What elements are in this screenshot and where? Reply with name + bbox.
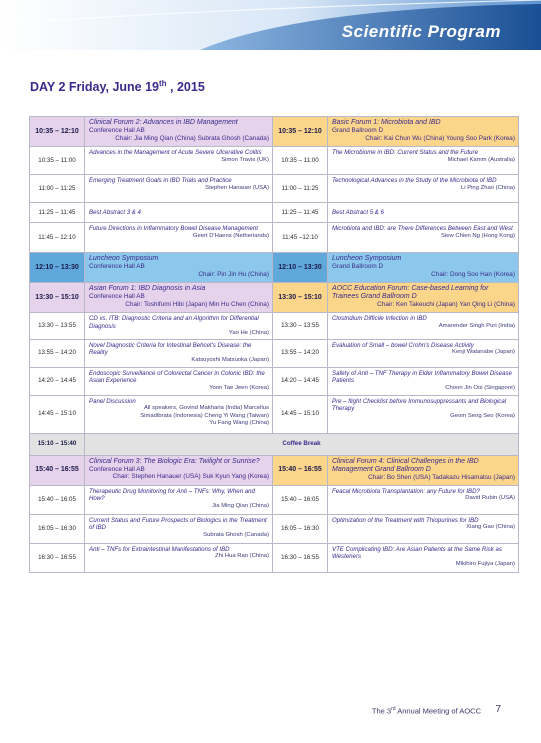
page-number: 7 (495, 704, 501, 715)
session-time: 10:35 – 12:10 (30, 117, 85, 147)
talk-title: Novel Diagnostic Criteria for Intestinal Behcet's Disease: the Reality (89, 341, 252, 356)
talk-row (30, 367, 519, 395)
talk-row (30, 175, 519, 203)
session-chair: Chair: Kai Chun Wu (China) Young Soo Park (Korea) (365, 134, 515, 142)
talk-cell (328, 367, 519, 395)
session-venue: Conference Hall AB (89, 465, 145, 473)
session-right-header (328, 283, 519, 313)
session-title: AOCC Education Forum: Case-based Learning for Trainees Grand Ballroom D (332, 285, 489, 300)
session-title: Clinical Forum 4: Clinical Challenges in the IBD Management Grand Ballroom D (332, 457, 479, 473)
talk-row (30, 339, 519, 367)
talk-cell (85, 313, 273, 340)
talk-cell (328, 514, 519, 543)
talk-speaker: Simon Travis (UK) (221, 156, 269, 163)
talk-cell (328, 339, 519, 367)
session-title: Asian Forum 1: IBD Diagnosis in Asia (89, 285, 206, 292)
session-chair: Chair: Jia Ming Qian (China) Subrata Ghosh (Canada) (115, 134, 269, 142)
talk-speaker: Zhi Hua Ran (China) (214, 553, 269, 559)
talk-cell (85, 223, 273, 253)
luncheon-row (30, 253, 519, 283)
talk-title: Advances in the Management of Acute Severe Ulcerative Colitis (89, 149, 262, 156)
session-time: 10:35 – 12:10 (273, 117, 328, 147)
talk-title: Therapeutic Drug Monitoring for Anti – TNFs: Why, When and How? (89, 487, 255, 502)
talk-cell (85, 543, 273, 572)
session-venue: Conference Hall AB (89, 127, 145, 134)
talk-cell (85, 367, 273, 395)
talk-title: Evaluation of Small – bowel Crohn's Disease Activity (332, 341, 474, 349)
footer-meeting (372, 706, 481, 716)
talk-time: 14:20 – 14:45 (273, 367, 328, 395)
talk-cell (85, 147, 273, 175)
talk-speaker: David Rubin (USA) (465, 495, 515, 501)
talk-cell (328, 485, 519, 514)
day-suffix: th (159, 79, 167, 88)
talk-title: Safety of Anti – TNF Therapy in Elder Inflammatory Bowel Disease Patients (332, 369, 512, 384)
schedule-table (29, 116, 519, 573)
talk-cell (85, 485, 273, 514)
talk-speaker: Subrata Ghosh (Canada) (203, 531, 269, 538)
session-header-row (30, 283, 519, 313)
talk-time: 10:35 – 11:00 (30, 147, 85, 175)
talk-row (30, 223, 519, 253)
talk-title: Feacal Microbiota Transplantation: any Future for IBD? (332, 487, 480, 495)
session-right-header (328, 117, 519, 147)
talk-speaker: Yoon Tae Jeen (Korea) (209, 384, 269, 391)
talk-speaker: Choon Jin Ooi (Singapore) (445, 384, 515, 391)
coffee-time: 15:10 – 15:40 (30, 433, 85, 455)
talk-title: Best Abstract 3 & 4 (89, 209, 141, 217)
talk-cell (328, 203, 519, 223)
talk-title: Best Abstract 5 & 6 (332, 209, 384, 217)
talk-title: Future Directions in Inflammatory Bowel Disease Management (89, 225, 259, 232)
talk-time: 11:00 – 11:25 (30, 175, 85, 203)
talk-cell (328, 395, 519, 433)
session-time: 13:30 – 15:10 (30, 283, 85, 313)
talk-title: Technological Advances in the Study of the Microbiota of IBD (332, 177, 497, 184)
program-title: Scientific Program (341, 22, 501, 41)
talk-speaker: Li Ping Zhao (China) (460, 184, 515, 191)
talk-cell (328, 175, 519, 203)
talk-cell (85, 175, 273, 203)
talk-time: 11:25 – 11:45 (273, 203, 328, 223)
session-time: 13:30 – 15:10 (273, 283, 328, 313)
talk-time: 13:55 – 14:20 (30, 339, 85, 367)
session-venue: Grand Ballroom D (332, 263, 384, 270)
talk-row (30, 395, 519, 433)
talk-time: 11:00 – 11:25 (273, 175, 328, 203)
session-chair: Chair: Ken Takeuchi (Japan) Yan Qing Li (China) (377, 301, 515, 308)
talk-time: 14:45 – 15:10 (273, 395, 328, 433)
talk-time: 11:25 – 11:45 (30, 203, 85, 223)
talk-time: 16:30 – 16:55 (273, 543, 328, 572)
talk-time: 14:45 – 15:10 (30, 395, 85, 433)
session-title: Clinical Forum 2: Advances in IBD Management (89, 119, 238, 126)
day-title (30, 79, 205, 94)
footer-post: Annual Meeting of AOCC (395, 706, 481, 716)
talk-time: 16:05 – 16:30 (273, 514, 328, 543)
talk-row (30, 485, 519, 514)
coffee-row (30, 433, 519, 455)
session-title: Luncheon Symposium (332, 255, 402, 262)
session-chair: Chair: Dong Soo Han (Korea) (431, 270, 515, 278)
session-chair: Chair: Toshifumi Hibi (Japan) Min Hu Chen (China) (125, 300, 269, 308)
session-title: Luncheon Symposium (89, 255, 159, 262)
session-venue: Conference Hall AB (89, 293, 145, 300)
session-time: 12:10 – 13:30 (273, 253, 328, 283)
talk-row (30, 203, 519, 223)
coffee-label: Coffee Break (85, 433, 519, 455)
day-year: , 2015 (166, 80, 205, 95)
talk-time: 13:30 – 13:55 (273, 313, 328, 340)
talk-cell (328, 543, 519, 572)
talk-time: 16:30 – 16:55 (30, 543, 85, 572)
talk-title: Clostridium Difficile Infection in IBD (332, 315, 427, 322)
talk-title: Optimization of the Treatment with Thiopurines for IBD (332, 516, 479, 524)
talk-title: The Microbiome in IBD: Current Status and the Future (332, 149, 478, 156)
talk-cell (85, 514, 273, 543)
talk-speaker: Mikihiro Fujiya (Japan) (455, 560, 515, 567)
talk-time: 15:40 – 16:05 (30, 485, 85, 514)
session-time: 15:40 – 16:55 (273, 455, 328, 485)
session-right-header (328, 455, 519, 485)
session-header-row (30, 117, 519, 147)
talk-speaker: Michael Kamm (Australia) (447, 156, 515, 163)
talk-time: 13:30 – 13:55 (30, 313, 85, 340)
talk-speaker: All speakers, Govind Makharia (India) Marcellus Simadibrata (Indonesia) Cheng Yi Wang (Taiwan) Yu Fang Wang (China) (140, 405, 269, 426)
talk-time: 13:55 – 14:20 (273, 339, 328, 367)
session-title: Clinical Forum 3: The Biologic Era: Twilight or Sunrise? (89, 457, 260, 465)
talk-speaker: Jia Ming Qian (China) (212, 502, 269, 509)
talk-speaker: Siew Chien Ng (Hong Kong) (441, 232, 515, 239)
talk-cell (85, 203, 273, 223)
session-venue: Grand Ballroom D (332, 127, 384, 134)
footer-pre: The 3 (371, 706, 392, 716)
talk-row (30, 543, 519, 572)
talk-title: Current Status and Future Prospects of Biologics in the Treatment of IBD (89, 516, 267, 531)
session-left-header (85, 455, 273, 485)
talk-title: VTE Complicating IBD: Are Asian Patients at the Same Risk as Westeners (332, 545, 502, 560)
talk-speaker: Yao He (China) (228, 330, 269, 336)
session-time: 15:40 – 16:55 (30, 455, 85, 485)
talk-title: Endoscopic Surveillance of Colorectal Cancer in Colonic IBD: the Asian Experience (89, 369, 265, 384)
session-time: 12:10 – 13:30 (30, 253, 85, 283)
talk-time: 15:40 – 16:05 (273, 485, 328, 514)
talk-title: Panel Discussion (89, 397, 136, 405)
talk-row (30, 147, 519, 175)
talk-time: 14:20 – 14:45 (30, 367, 85, 395)
talk-row (30, 313, 519, 340)
talk-cell (328, 147, 519, 175)
session-chair: Chair: Pin Jin Hu (China) (198, 270, 269, 278)
talk-row (30, 514, 519, 543)
talk-speaker: Katsuyoshi Matsuoka (Japan) (191, 356, 269, 363)
luncheon-right (328, 253, 519, 283)
talk-cell (85, 339, 273, 367)
footer-sup: rd (391, 706, 396, 712)
talk-time: 10:35 – 11:00 (273, 147, 328, 175)
session-chair: Chair: Stephen Hanauer (USA) Suk Kyun Yang (Korea) (112, 473, 269, 480)
session-chair: Chair: Bo Shen (USA) Tadakazu Hisamatsu (Japan) (368, 473, 515, 481)
talk-time: 11:45 – 12:10 (30, 223, 85, 253)
talk-speaker: Stephen Hanauer (USA) (205, 184, 269, 191)
talk-speaker: Amarender Singh Puri (India) (438, 322, 515, 329)
talk-title: Emerging Treatment Goals in IBD Trials and Practice (89, 177, 232, 184)
session-header-row (30, 455, 519, 485)
talk-speaker: Kenji Watanabe (Japan) (452, 349, 515, 355)
talk-title: CD vs. ITB: Diagnostic Criteria and an Algorithm for Differential Diagnosis (89, 315, 259, 330)
session-left-header (85, 117, 273, 147)
talk-title: Pre – flight Checklist before Immunosuppressants and Biological Therapy (332, 397, 507, 412)
talk-speaker: Geom Seog Seo (Korea) (450, 412, 515, 419)
session-title: Basic Forum 1: Microbiota and IBD (332, 119, 441, 126)
day-label: DAY 2 Friday, June 19 (30, 80, 159, 95)
talk-speaker: Geert D'Haens (Netherlands) (192, 232, 269, 239)
talk-cell (328, 313, 519, 340)
session-venue: Conference Hall AB (89, 263, 145, 270)
talk-title: Anti – TNFs for Extraintestinal Manifestations of IBD (89, 545, 230, 553)
talk-title: Microbiota and IBD: are There Differences Between East and West (332, 225, 513, 232)
talk-cell (85, 395, 273, 433)
luncheon-left (85, 253, 273, 283)
talk-cell (328, 223, 519, 253)
talk-speaker: Xiang Gao (China) (466, 524, 515, 530)
session-left-header (85, 283, 273, 313)
talk-time: 11:45 –12:10 (273, 223, 328, 253)
talk-time: 16:05 – 16:30 (30, 514, 85, 543)
